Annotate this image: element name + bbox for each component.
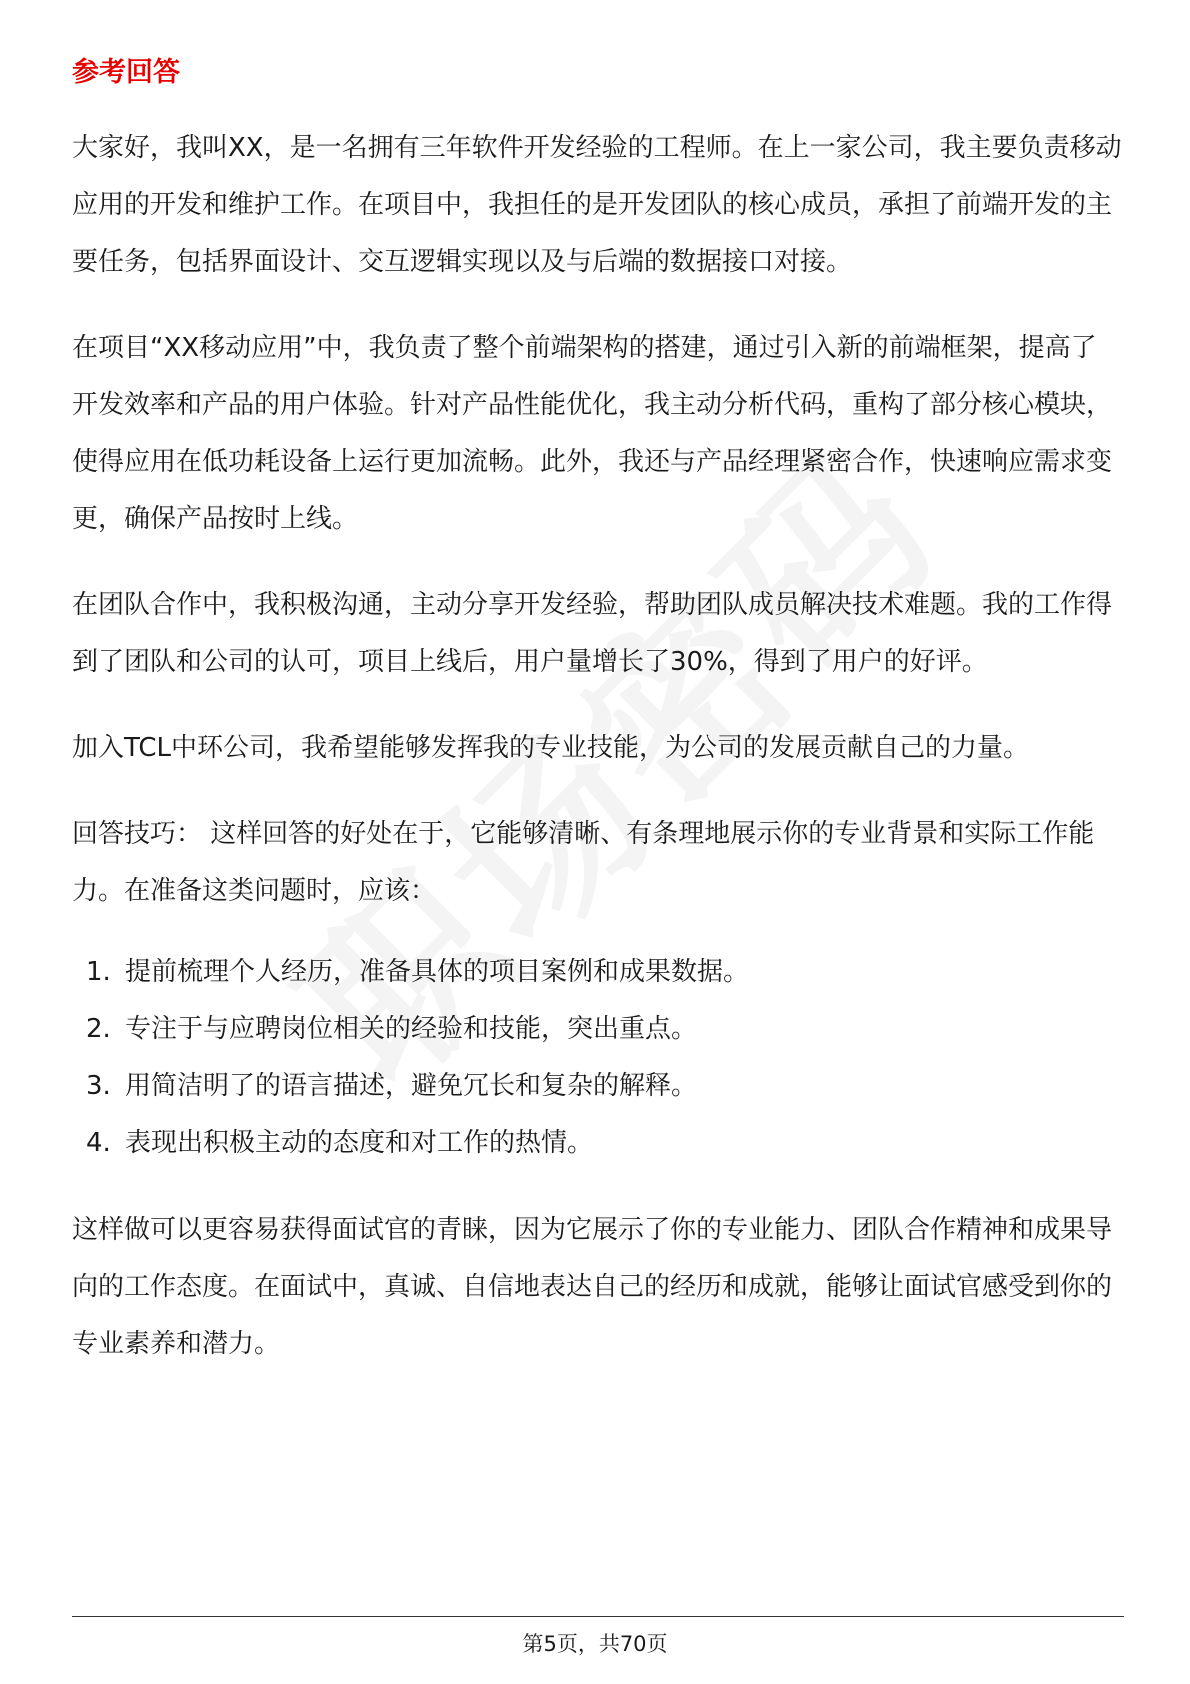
list-item [72,944,1122,1001]
section-heading: 参考回答 [72,57,180,88]
paragraph-project: 在项目“XX移动应用”中，我负责了整个前端架构的搭建，通过引入新的前端框架，提高了开发效率和产品的用户体验。针对产品性能优化，我主动分析代码，重构了部分核心模块，使得应用在低功耗设备上运行更加流畅。此外，我还与产品经理紧密合作，快速响应需求变更，确保产品按时上线。 [72,333,1113,534]
answer-content [72,120,1122,1402]
list-item-number: 4. [86,1128,111,1158]
list-item-text: 提前梳理个人经历，准备具体的项目案例和成果数据。 [125,957,750,987]
list-item [72,1001,1122,1058]
tips-intro: 回答技巧： 这样回答的好处在于，它能够清晰、有条理地展示你的专业背景和实际工作能力。在准备这类问题时，应该： [72,819,1095,906]
list-item [72,1058,1122,1115]
footer-divider [72,1616,1124,1617]
list-item-text: 用简洁明了的语言描述，避免冗长和复杂的解释。 [125,1071,698,1101]
list-item-number: 1. [86,957,111,987]
list-item-text: 表现出积极主动的态度和对工作的热情。 [125,1128,594,1158]
paragraph-teamwork: 在团队合作中，我积极沟通，主动分享开发经验，帮助团队成员解决技术难题。我的工作得到了团队和公司的认可，项目上线后，用户量增长了30%，得到了用户的好评。 [72,590,1113,677]
paragraph-intro: 大家好，我叫XX，是一名拥有三年软件开发经验的工程师。在上一家公司，我主要负责移动应用的开发和维护工作。在项目中，我担任的是开发团队的核心成员，承担了前端开发的主要任务，包括界面设计、交互逻辑实现以及与后端的数据接口对接。 [72,133,1122,277]
list-item-text: 专注于与应聘岗位相关的经验和技能，突出重点。 [125,1014,698,1044]
paragraph-closing: 这样做可以更容易获得面试官的青睐，因为它展示了你的专业能力、团队合作精神和成果导向的工作态度。在面试中，真诚、自信地表达自己的经历和成就，能够让面试官感受到你的专业素养和潜力。 [72,1215,1113,1359]
list-item [72,1115,1122,1172]
paragraph-motivation: 加入TCL中环公司，我希望能够发挥我的专业技能，为公司的发展贡献自己的力量。 [72,733,1029,763]
list-item-number: 2. [86,1014,111,1044]
page-number: 第5页，共70页 [522,1632,668,1656]
list-item-number: 3. [86,1071,111,1101]
tips-list [72,944,1122,1172]
